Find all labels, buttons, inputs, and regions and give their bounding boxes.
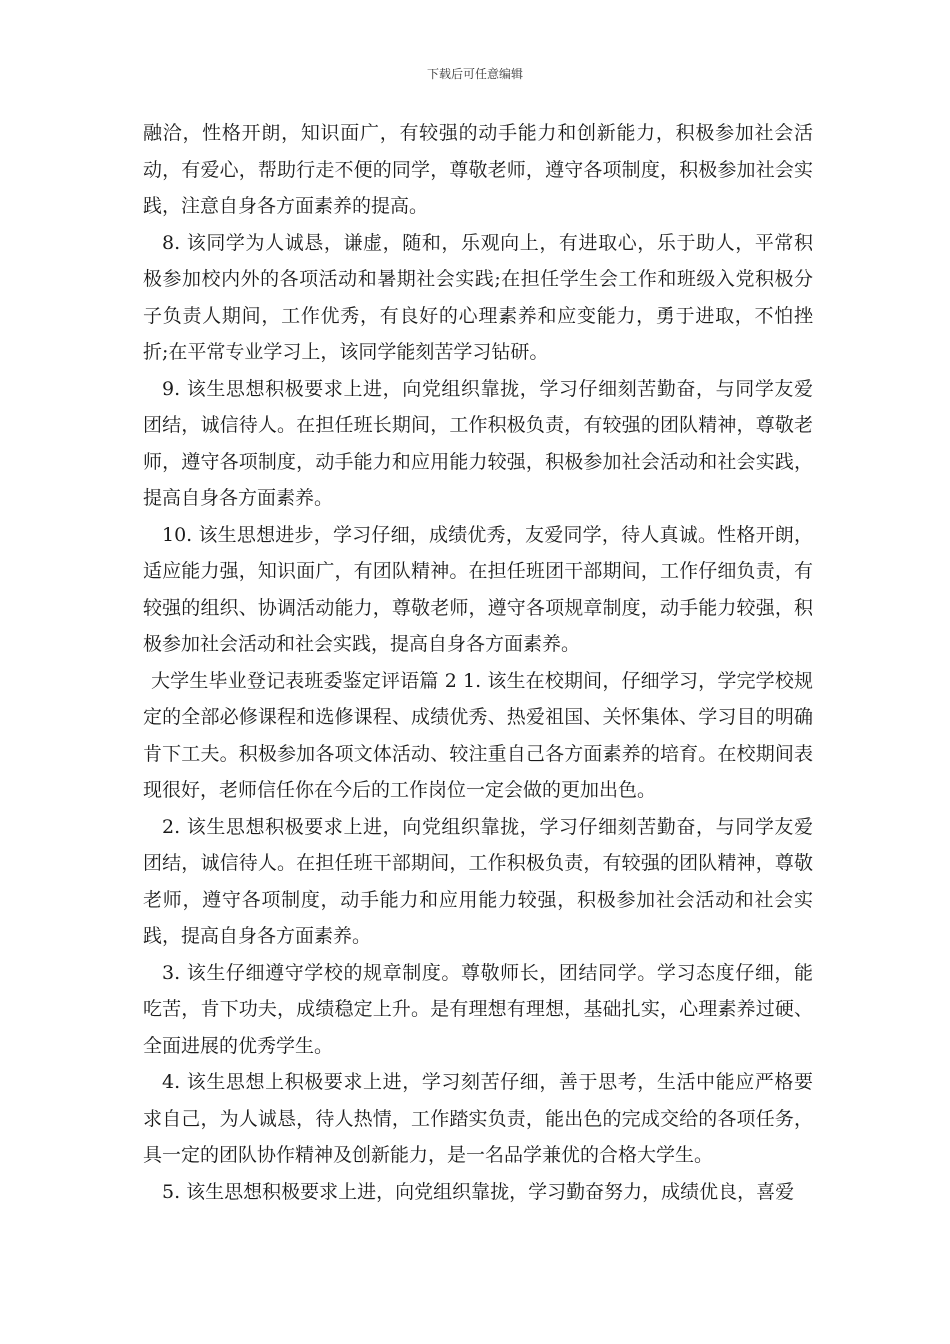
paragraph: 10. 该生思想进步，学习仔细，成绩优秀，友爱同学，待人真诚。性格开朗，适应能力强，知识面广，有团队精神。在担任班团干部期间，工作仔细负责，有较强的组织、协调活动能力，尊敬老师，遵守各项规章制度，动手能力较强，积极参加社会活动和社会实践，提高自身各方面素养。 <box>143 523 813 655</box>
paragraph: 9. 该生思想积极要求上进，向党组织靠拢，学习仔细刻苦勤奋，与同学友爱团结，诚信待人。在担任班长期间，工作积极负责，有较强的团队精神，尊敬老师，遵守各项制度，动手能力和应用能力较强，积极参加社会活动和社会实践，提高自身各方面素养。 <box>143 377 813 509</box>
paragraph: 融洽，性格开朗，知识面广，有较强的动手能力和创新能力，积极参加社会活动，有爱心，帮助行走不便的同学，尊敬老师，遵守各项制度，积极参加社会实践，注意自身各方面素养的提高。 <box>143 122 813 217</box>
paragraph: 2. 该生思想积极要求上进，向党组织靠拢，学习仔细刻苦勤奋，与同学友爱团结，诚信待人。在担任班干部期间，工作积极负责，有较强的团队精神，尊敬老师，遵守各项制度，动手能力和应用能力较强，积极参加社会活动和社会实践，提高自身各方面素养。 <box>143 815 813 947</box>
paragraph: 大学生毕业登记表班委鉴定评语篇 2 1. 该生在校期间，仔细学习，学完学校规定的全部必修课程和选修课程、成绩优秀、热爱祖国、关怀集体、学习目的明确肯下工夫。积极参加各项文体活动、较注重自己各方面素养的培育。在校期间表现很好，老师信任你在今后的工作岗位一定会做的更加出色。 <box>143 669 813 801</box>
paragraph: 3. 该生仔细遵守学校的规章制度。尊敬师长，团结同学。学习态度仔细，能吃苦，肯下功夫，成绩稳定上升。是有理想有理想，基础扎实，心理素养过硬、全面进展的优秀学生。 <box>143 961 813 1057</box>
paragraph: 5. 该生思想积极要求上进，向党组织靠拢，学习勤奋努力，成绩优良，喜爱 <box>162 1180 795 1203</box>
page-header: 下载后可任意编辑 <box>426 67 523 81</box>
document-body <box>143 115 813 1210</box>
paragraph: 8. 该同学为人诚恳，谦虚，随和，乐观向上，有进取心，乐于助人，平常积极参加校内外的各项活动和暑期社会实践;在担任学生会工作和班级入党积极分子负责人期间，工作优秀，有良好的心理素养和应变能力，勇于进取，不怕挫折;在平常专业学习上，该同学能刻苦学习钻研。 <box>143 231 813 363</box>
paragraph: 4. 该生思想上积极要求上进，学习刻苦仔细，善于思考，生活中能应严格要求自己，为人诚恳，待人热情，工作踏实负责，能出色的完成交给的各项任务，具一定的团队协作精神及创新能力，是一名品学兼优的合格大学生。 <box>143 1071 813 1166</box>
